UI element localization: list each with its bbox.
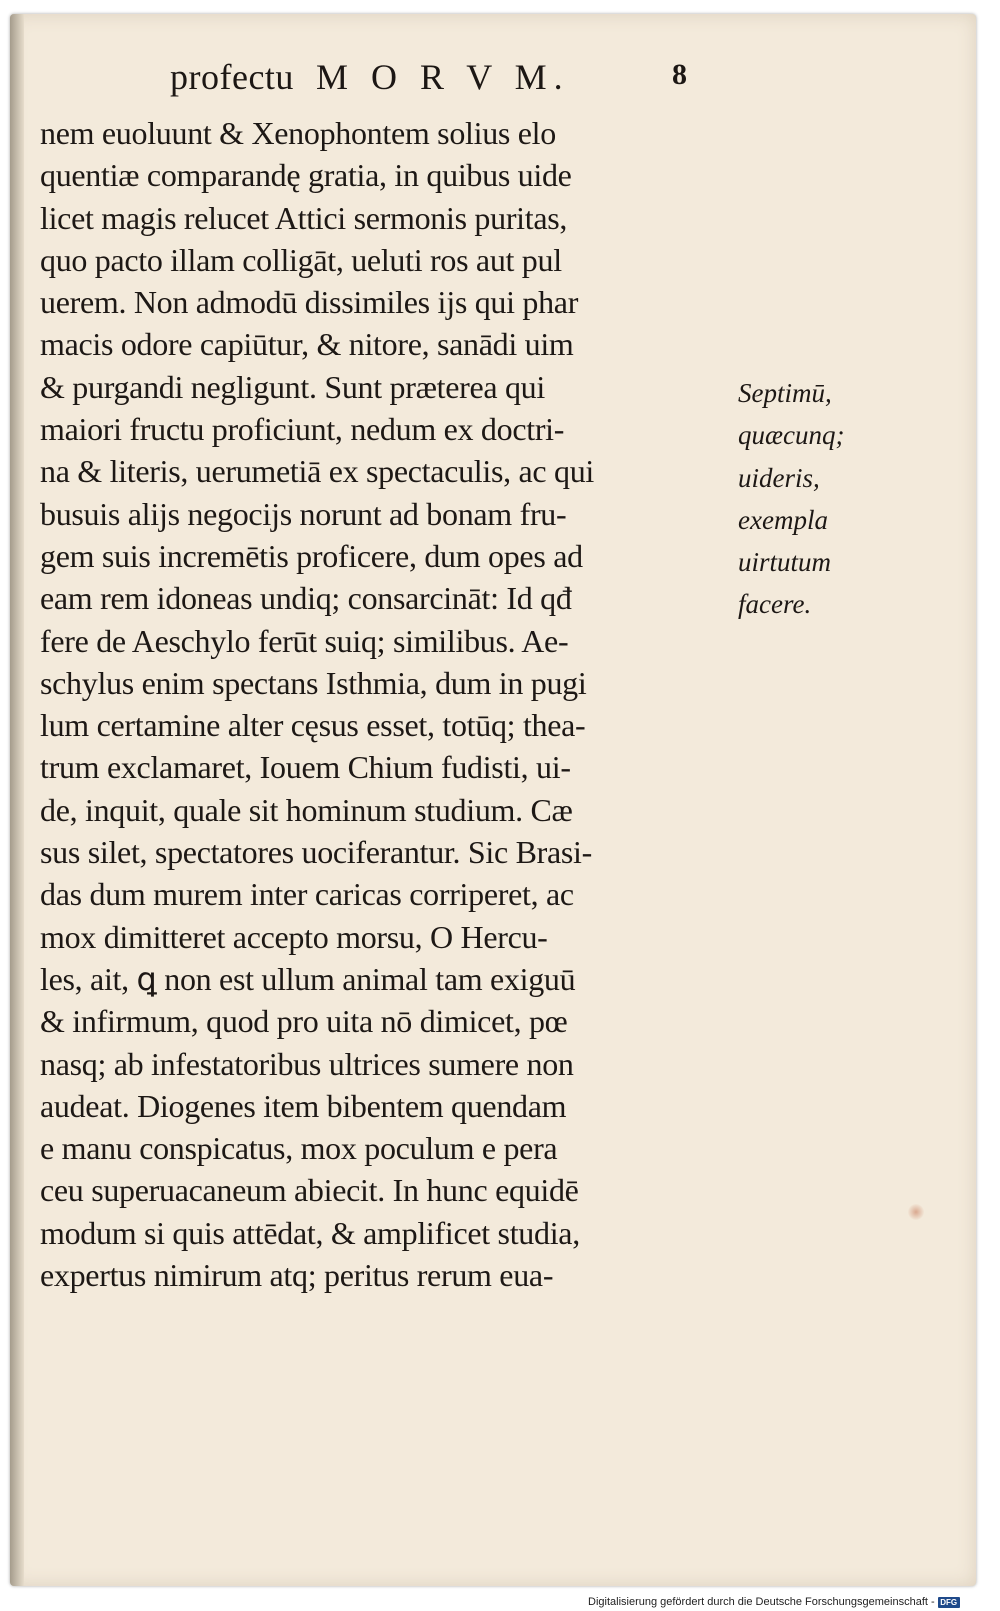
text-line: modum si quis attēdat, & amplificet studia, bbox=[40, 1214, 580, 1251]
marginal-note bbox=[738, 372, 888, 626]
text-line: audeat. Diogenes item bibentem quendam bbox=[40, 1087, 567, 1124]
text-line: fere de Aeschylo ferūt suiq; similibus. Ae- bbox=[40, 622, 569, 659]
marginal-note-line: uirtutum bbox=[738, 547, 832, 578]
dfg-logo: DFG bbox=[938, 1597, 960, 1608]
marginal-note-line: exempla bbox=[738, 504, 828, 535]
text-line: quentiæ comparandę gratia, in quibus uide bbox=[40, 157, 572, 194]
text-line: na & literis, uerumetiā ex spectaculis, ac qui bbox=[40, 453, 594, 490]
paper-left-edge bbox=[10, 14, 24, 1586]
marginal-note-line: uideris, bbox=[738, 462, 820, 493]
text-line: & purgandi negligunt. Sunt præterea qui bbox=[40, 368, 545, 405]
running-head-word: profectu bbox=[170, 57, 294, 97]
body-text bbox=[40, 112, 730, 1296]
marginal-note-line: quæcunq; bbox=[738, 420, 845, 451]
footer-text: Digitalisierung gefördert durch die Deutsche Forschungsgemeinschaft - bbox=[588, 1596, 935, 1608]
text-line: lum certamine alter cęsus esset, totūq; thea- bbox=[40, 707, 586, 744]
running-head bbox=[170, 56, 730, 100]
text-line: sus silet, spectatores uociferantur. Sic Brasi- bbox=[40, 834, 592, 871]
text-line: quo pacto illam colligāt, ueluti ros aut pul bbox=[40, 241, 562, 278]
text-line: de, inquit, quale sit hominum studium. Cæ bbox=[40, 791, 573, 828]
text-line: eam rem idoneas undiq; consarcināt: Id qđ bbox=[40, 580, 572, 617]
text-line: nasq; ab infestatoribus ultrices sumere non bbox=[40, 1045, 574, 1082]
marginal-note-line: Septimū, bbox=[738, 378, 832, 408]
marginal-note-line: facere. bbox=[738, 589, 812, 620]
text-line: les, ait, ꝗ non est ullum animal tam exiguū bbox=[40, 960, 576, 997]
text-line: trum exclamaret, Iouem Chium fudisti, ui- bbox=[40, 749, 571, 786]
text-line: licet magis relucet Attici sermonis puritas, bbox=[40, 199, 568, 236]
text-line: e manu conspicatus, mox poculum e pera bbox=[40, 1130, 558, 1167]
text-line: schylus enim spectans Isthmia, dum in pugi bbox=[40, 664, 587, 701]
text-line: mox dimitteret accepto morsu, O Hercu- bbox=[40, 918, 548, 955]
text-line: ceu superuacaneum abiecit. In hunc equidē bbox=[40, 1172, 579, 1209]
text-line: gem suis incremētis proficere, dum opes ad bbox=[40, 537, 583, 574]
paper-stain bbox=[908, 1204, 924, 1220]
text-line: maiori fructu proficiunt, nedum ex doctri- bbox=[40, 411, 565, 448]
text-line: expertus nimirum atq; peritus rerum eua- bbox=[40, 1257, 554, 1294]
text-line: uerem. Non admodū dissimiles ĳs qui phar bbox=[40, 284, 579, 321]
running-head-title: M O R V M. bbox=[315, 57, 570, 97]
text-line: nem euoluunt & Xenophontem solius elo bbox=[40, 115, 556, 151]
text-line: & infirmum, quod pro uita nō dimicet, pœ bbox=[40, 1003, 568, 1040]
folio-number: 8 bbox=[672, 58, 687, 91]
text-line: busuis alĳs negocĳs norunt ad bonam fru- bbox=[40, 495, 567, 532]
digitization-footer bbox=[588, 1594, 996, 1610]
text-line: macis odore capiūtur, & nitore, sanādi uim bbox=[40, 326, 574, 363]
text-line: das dum murem inter caricas corriperet, ac bbox=[40, 876, 574, 913]
